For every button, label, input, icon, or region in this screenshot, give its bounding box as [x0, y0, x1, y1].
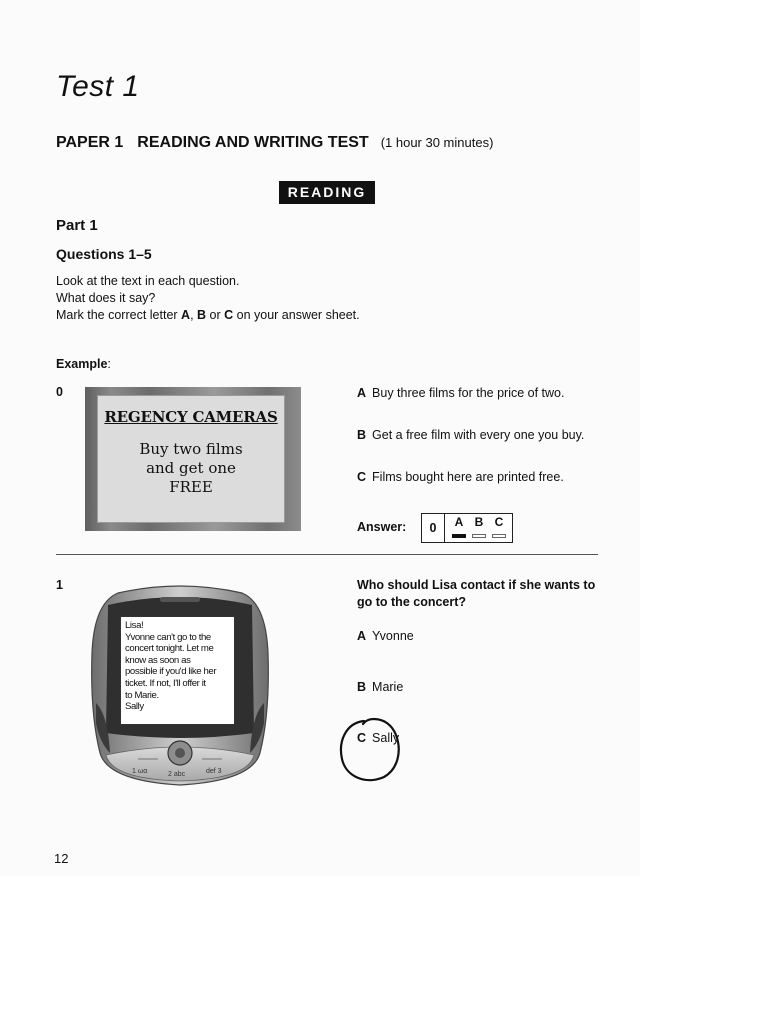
- example-label: [56, 357, 111, 371]
- sign-line-2: and get one: [146, 459, 236, 477]
- instruction-line-3: [56, 307, 360, 324]
- message-line: Yvonne can't go to the: [125, 631, 211, 643]
- answer-box: [421, 513, 513, 543]
- question-1-number: 1: [56, 578, 63, 592]
- option-text: Films bought here are printed free.: [372, 470, 564, 484]
- answer-label: Answer:: [357, 520, 407, 534]
- instruction-letter-b: B: [197, 308, 207, 322]
- section-divider: [56, 554, 598, 555]
- part-title: Part 1: [56, 217, 98, 234]
- instruction-line-1: Look at the text in each question.: [56, 274, 240, 288]
- questions-title: Questions 1–5: [56, 246, 152, 262]
- answer-letter-a: A: [454, 515, 464, 529]
- answer-letter-c: C: [494, 515, 504, 529]
- message-line: Sally: [125, 701, 144, 713]
- keypad-key-2: 2 abc: [168, 771, 186, 778]
- instruction-letter-a: A: [181, 308, 191, 322]
- option-text: Sally: [372, 731, 400, 745]
- keypad-key-1: 1 ωα: [132, 768, 148, 775]
- example-label-colon: :: [107, 357, 111, 371]
- instruction-separator: ,: [190, 308, 198, 322]
- question-1-option-b[interactable]: [357, 680, 403, 694]
- handwritten-circle-mark: [336, 715, 402, 785]
- instruction-separator: or: [206, 308, 225, 322]
- question-1-line-2: go to the concert?: [357, 595, 467, 609]
- answer-number: 0: [422, 514, 445, 542]
- answer-mark-c[interactable]: [492, 534, 506, 538]
- instruction-line-2: What does it say?: [56, 291, 156, 305]
- paper-name: READING AND WRITING TEST: [137, 134, 369, 151]
- question-1-option-a[interactable]: [357, 629, 414, 643]
- option-letter: C: [357, 731, 367, 745]
- sign-line-1: Buy two films: [139, 440, 243, 458]
- sign-title: REGENCY CAMERAS: [104, 408, 278, 426]
- instruction-text: on your answer sheet.: [233, 308, 360, 322]
- message-line: ticket. If not, I'll offer it: [125, 677, 206, 689]
- sign-body: [98, 440, 284, 497]
- paper-duration: (1 hour 30 minutes): [380, 135, 494, 150]
- paper-heading: [56, 134, 493, 152]
- section-label-reading: READING: [279, 181, 375, 204]
- example-option-c: [357, 470, 564, 484]
- example-sign-photo: [85, 387, 301, 531]
- option-letter: A: [357, 386, 367, 400]
- question-1-line-1: Who should Lisa contact if she wants to: [357, 578, 596, 592]
- message-line: to Marie.: [125, 689, 159, 701]
- instructions: [56, 273, 360, 324]
- answer-mark-a[interactable]: [452, 534, 466, 538]
- instruction-letter-c: C: [224, 308, 234, 322]
- mobile-phone-image: [88, 583, 272, 787]
- example-option-b: [357, 428, 584, 442]
- message-line: concert tonight. Let me: [125, 643, 214, 655]
- message-line: possible if you'd like her: [125, 666, 217, 678]
- message-line: know as soon as: [125, 654, 191, 666]
- keypad-key-3: def 3: [206, 768, 222, 775]
- option-letter: C: [357, 470, 367, 484]
- sign-line-3: FREE: [169, 478, 213, 496]
- answer-mark-b[interactable]: [472, 534, 486, 538]
- example-number: 0: [56, 385, 63, 399]
- option-letter: A: [357, 629, 367, 643]
- option-text: Yvonne: [372, 629, 414, 643]
- option-text: Marie: [372, 680, 404, 694]
- sign-board: [97, 395, 285, 523]
- paper-label: PAPER 1: [56, 134, 124, 151]
- option-text: Get a free film with every one you buy.: [372, 428, 585, 442]
- message-line: Lisa!: [125, 620, 144, 631]
- answer-letter-b: B: [474, 515, 484, 529]
- page-number: 12: [54, 851, 69, 866]
- example-option-a: [357, 386, 564, 400]
- example-label-text: Example: [56, 357, 108, 371]
- question-1-text: [357, 577, 595, 611]
- instruction-text: Mark the correct letter: [56, 308, 182, 322]
- phone-screen-message: [120, 616, 235, 725]
- option-text: Buy three films for the price of two.: [372, 386, 565, 400]
- test-title: Test 1: [56, 70, 140, 103]
- option-letter: B: [357, 680, 367, 694]
- option-letter: B: [357, 428, 367, 442]
